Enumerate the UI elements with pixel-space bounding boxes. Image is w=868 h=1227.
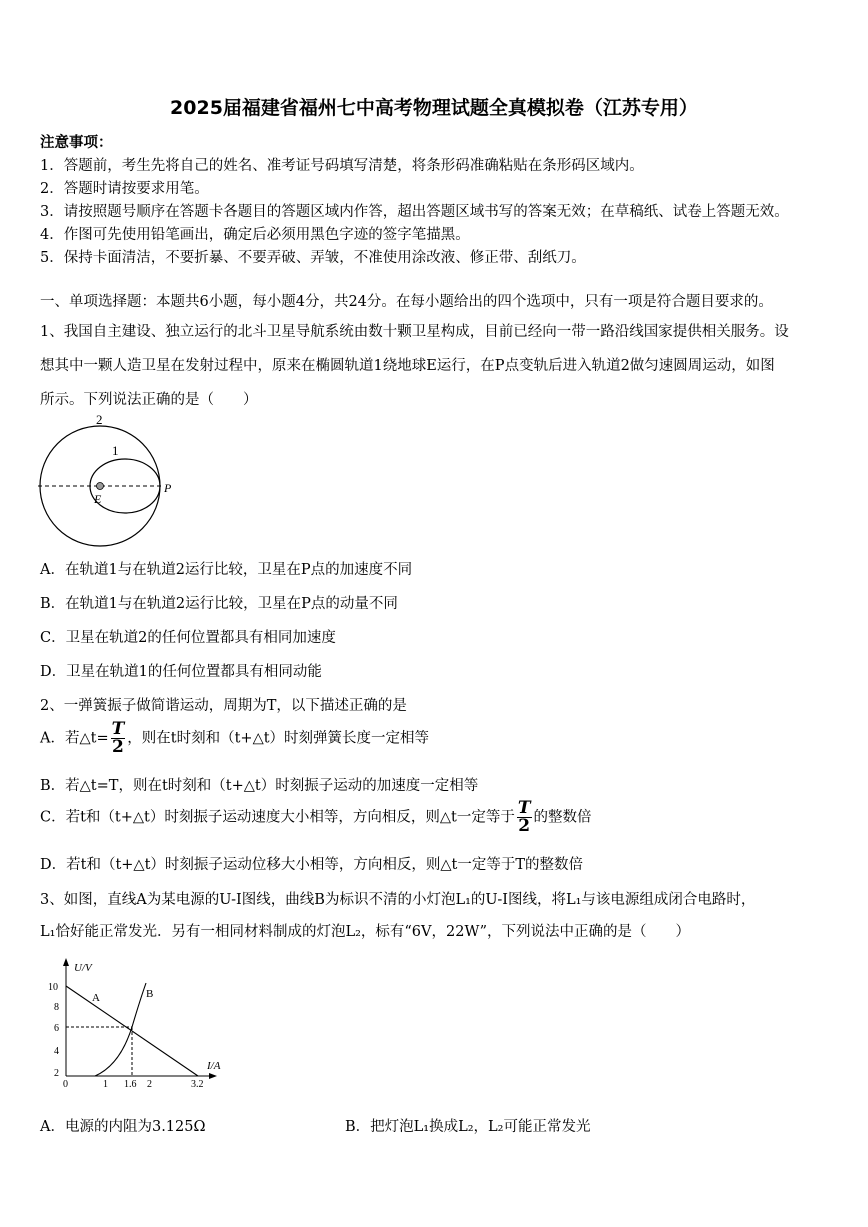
y-tick-label: 2 [54, 1068, 59, 1079]
q1-stem-line-2: 想其中一颗人造卫星在发射过程中，原来在椭圆轨道1绕地球E运行，在P点变轨后进入轨道2做匀速圆周运动，如图 [40, 358, 775, 374]
q1-option-c: C．卫星在轨道2的任何位置都具有相同加速度 [40, 630, 336, 646]
q1-option-a: A．在轨道1与在轨道2运行比较，卫星在P点的加速度不同 [40, 562, 413, 578]
q2-option-c-suffix: 的整数倍 [533, 809, 592, 826]
q3-option-a: A．电源的内阻为3.125Ω [40, 1119, 206, 1135]
q1-stem-line-3: 所示。下列说法正确的是（ ） [40, 392, 258, 408]
notice-item-4: 4．作图可先使用铅笔画出，确定后必须用黑色字迹的签字笔描黑。 [40, 227, 470, 243]
q3-stem-line-1: 3、如图，直线A为某电源的U-I图线，曲线B为标识不清的小灯泡L₁的U-I图线，将L₁与该电源组成闭合电路时， [40, 892, 756, 908]
y-tick-label: 10 [48, 982, 58, 993]
notice-item-1: 1．答题前，考生先将自己的姓名、准考证号码填写清楚，将条形码准确粘贴在条形码区域内。 [40, 158, 644, 174]
y-axis-label: U/V [74, 962, 92, 974]
fraction-t-over-2: $\frac{T}{2}$ [517, 798, 531, 836]
y-tick-label: 6 [54, 1023, 59, 1034]
orbit-figure [34, 410, 184, 550]
y-tick-label: 8 [54, 1002, 59, 1013]
curve-b [95, 983, 146, 1076]
fraction-t-over-2: $\frac{T}{2}$ [111, 719, 125, 757]
x-tick-label: 1 [103, 1079, 108, 1090]
x-tick-label: 3.2 [191, 1079, 204, 1090]
q3-option-b: B．把灯泡L₁换成L₂，L₂可能正常发光 [345, 1119, 591, 1135]
q2-option-a-prefix: A．若△t= [40, 730, 109, 747]
x-tick-label: 0 [63, 1079, 68, 1090]
q2-option-d: D．若t和（t+△t）时刻振子运动位移大小相等，方向相反，则△t一定等于T的整数倍 [40, 857, 584, 873]
notice-item-3: 3．请按照题号顺序在答题卡各题目的答题区域内作答，超出答题区域书写的答案无效；在草稿纸、试卷上答题无效。 [40, 204, 789, 220]
orbit-1-label: 1 [112, 443, 119, 458]
q1-option-d: D．卫星在轨道1的任何位置都具有相同动能 [40, 664, 322, 680]
q1-option-b: B．在轨道1与在轨道2运行比较，卫星在P点的动量不同 [40, 596, 398, 612]
notice-item-5: 5．保持卡面清洁，不要折暴、不要弄破、弄皱，不准使用涂改液、修正带、刮纸刀。 [40, 250, 586, 266]
notice-item-2: 2．答题时请按要求用笔。 [40, 181, 209, 197]
q2-stem: 2、一弹簧振子做简谐运动，周期为T，以下描述正确的是 [40, 698, 407, 714]
curve-b-label: B [146, 988, 154, 1000]
q3-stem-line-2: L₁恰好能正常发光．另有一相同材料制成的灯泡L₂，标有“6V，22W”，下列说法中正确的是（ ） [40, 924, 691, 940]
point-p-label: P [164, 481, 172, 495]
section-heading: 一、单项选择题：本题共6小题，每小题4分，共24分。在每小题给出的四个选项中，只有一项是符合题目要求的。 [40, 294, 773, 310]
q2-option-b: B．若△t=T，则在t时刻和（t+△t）时刻振子运动的加速度一定相等 [40, 778, 479, 794]
q1-stem-line-1: 1、我国自主建设、独立运行的北斗卫星导航系统由数十颗卫星构成，目前已经向一带一路沿线国家提供相关服务。设 [40, 324, 789, 340]
orbit-2-label: 2 [96, 412, 103, 427]
q2-option-c-prefix: C．若t和（t+△t）时刻振子运动速度大小相等，方向相反，则△t一定等于 [40, 809, 515, 826]
x-tick-label: 1.6 [124, 1079, 137, 1090]
earth-icon [97, 483, 104, 490]
line-a-label: A [92, 992, 100, 1004]
notice-heading: 注意事项： [40, 134, 113, 151]
x-axis-arrow [209, 1073, 217, 1079]
u-i-graph [40, 955, 230, 1090]
x-tick-label: 2 [147, 1079, 152, 1090]
q2-option-c [40, 800, 592, 835]
page-title: 2025届福建省福州七中高考物理试题全真模拟卷（江苏专用） [170, 97, 698, 119]
y-axis-arrow [63, 958, 69, 966]
y-tick-label: 4 [54, 1046, 59, 1057]
earth-label: E [94, 492, 102, 506]
x-axis-label: I/A [207, 1060, 221, 1072]
q2-option-a-suffix: ，则在t时刻和（t+△t）时刻弹簧长度一定相等 [127, 730, 430, 747]
q2-option-a [40, 721, 429, 756]
